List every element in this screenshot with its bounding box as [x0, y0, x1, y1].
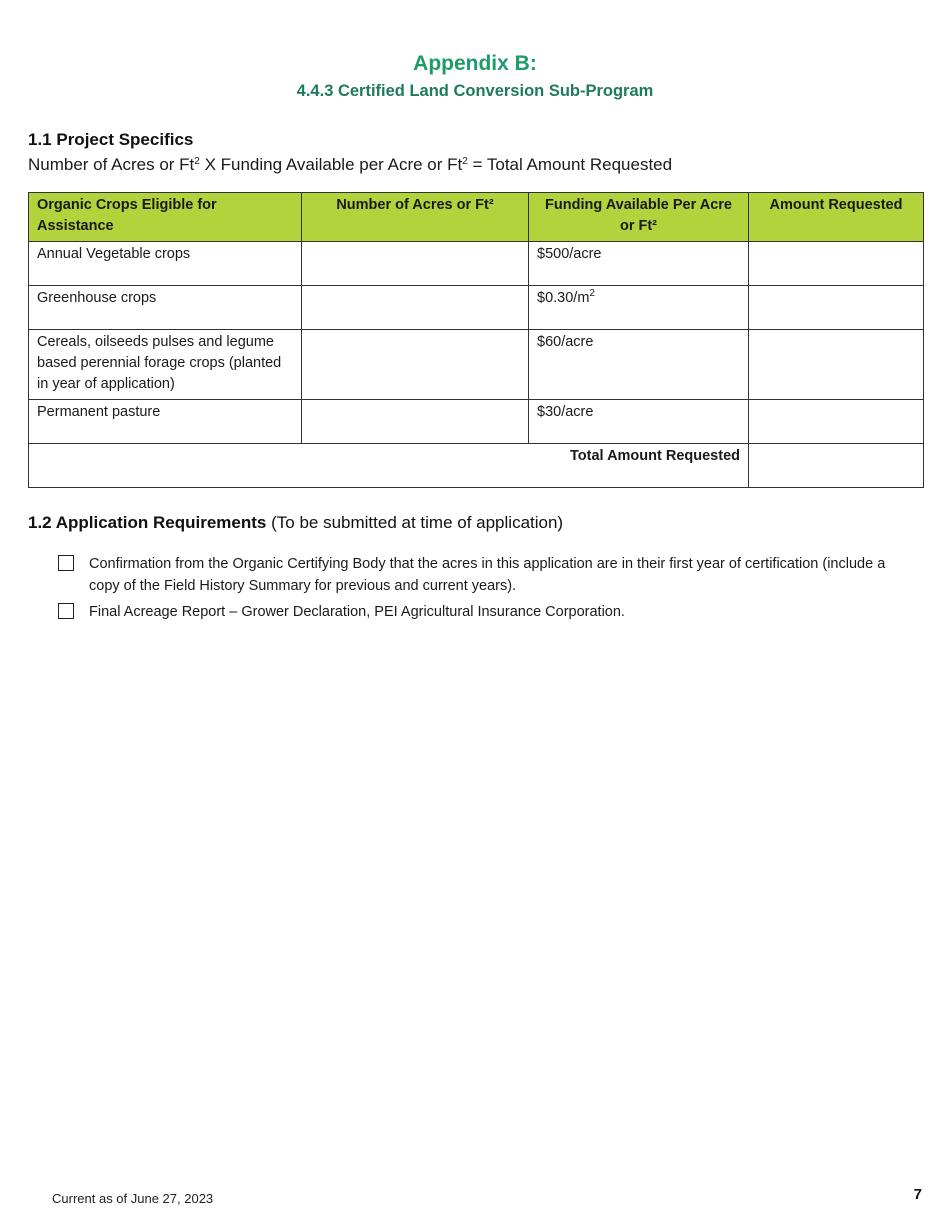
acres-input-cell[interactable]: [302, 330, 529, 400]
table-row: [29, 286, 924, 330]
formula-part-3: = Total Amount Requested: [467, 155, 673, 174]
total-amount-input-cell[interactable]: [749, 444, 924, 488]
header-funding: Funding Available Per Acre or Ft²: [529, 193, 749, 242]
funding-cell: [529, 400, 749, 444]
project-specifics-heading: 1.1 Project Specifics: [28, 130, 194, 149]
crop-cell: Greenhouse crops: [29, 286, 302, 330]
funding-value: $0.30/m: [537, 290, 590, 306]
total-label: Total Amount Requested: [29, 444, 749, 488]
formula-sup-1: 2: [194, 156, 200, 167]
funding-cell: [529, 286, 749, 330]
funding-table: [28, 192, 924, 488]
formula-sup-2: 2: [462, 156, 468, 167]
acreage-report-checkbox[interactable]: [58, 603, 74, 619]
table-row: [29, 400, 924, 444]
crop-cell: Annual Vegetable crops: [29, 242, 302, 286]
funding-cell: [529, 330, 749, 400]
requirements-note: (To be submitted at time of application): [271, 513, 564, 532]
funding-formula: [28, 155, 672, 175]
acres-input-cell[interactable]: [302, 286, 529, 330]
header-crops: Organic Crops Eligible for Assistance: [29, 193, 302, 242]
acres-input-cell[interactable]: [302, 242, 529, 286]
table-row: [29, 242, 924, 286]
funding-value: $30/acre: [537, 404, 594, 420]
certification-confirmation-checkbox[interactable]: [58, 555, 74, 571]
list-item: [58, 553, 918, 597]
application-requirements-heading: [28, 513, 563, 533]
crop-cell: Cereals, oilseeds pulses and legume based perennial forage crops (planted in year of application): [29, 330, 302, 400]
funding-value: $500/acre: [537, 246, 602, 262]
requirement-text: Final Acreage Report – Grower Declaration, PEI Agricultural Insurance Corporation.: [89, 604, 625, 620]
table-header-row: [29, 193, 924, 242]
amount-input-cell[interactable]: [749, 242, 924, 286]
amount-input-cell[interactable]: [749, 330, 924, 400]
list-item: [58, 601, 918, 623]
page-number: 7: [913, 1186, 922, 1203]
total-row: [29, 444, 924, 488]
table-row: [29, 330, 924, 400]
header-amount: Amount Requested: [749, 193, 924, 242]
amount-input-cell[interactable]: [749, 286, 924, 330]
funding-value: $60/acre: [537, 334, 594, 350]
formula-part-2: X Funding Available per Acre or Ft: [199, 155, 463, 174]
formula-part-1: Number of Acres or Ft: [28, 155, 195, 174]
funding-unit-sup: 2: [589, 288, 595, 299]
requirements-checklist: [58, 553, 918, 627]
crop-cell: Permanent pasture: [29, 400, 302, 444]
appendix-title: Appendix B:: [413, 52, 537, 75]
requirements-heading-text: 1.2 Application Requirements: [28, 513, 267, 532]
acres-input-cell[interactable]: [302, 400, 529, 444]
footer-date: Current as of June 27, 2023: [52, 1191, 214, 1206]
amount-input-cell[interactable]: [749, 400, 924, 444]
funding-cell: [529, 242, 749, 286]
requirement-text: Confirmation from the Organic Certifying Body that the acres in this application are in their first year of certification (include a copy of the Field History Summary for previous and current years).: [89, 556, 886, 594]
header-acres: Number of Acres or Ft²: [302, 193, 529, 242]
appendix-subtitle: 4.4.3 Certified Land Conversion Sub-Program: [296, 82, 654, 100]
